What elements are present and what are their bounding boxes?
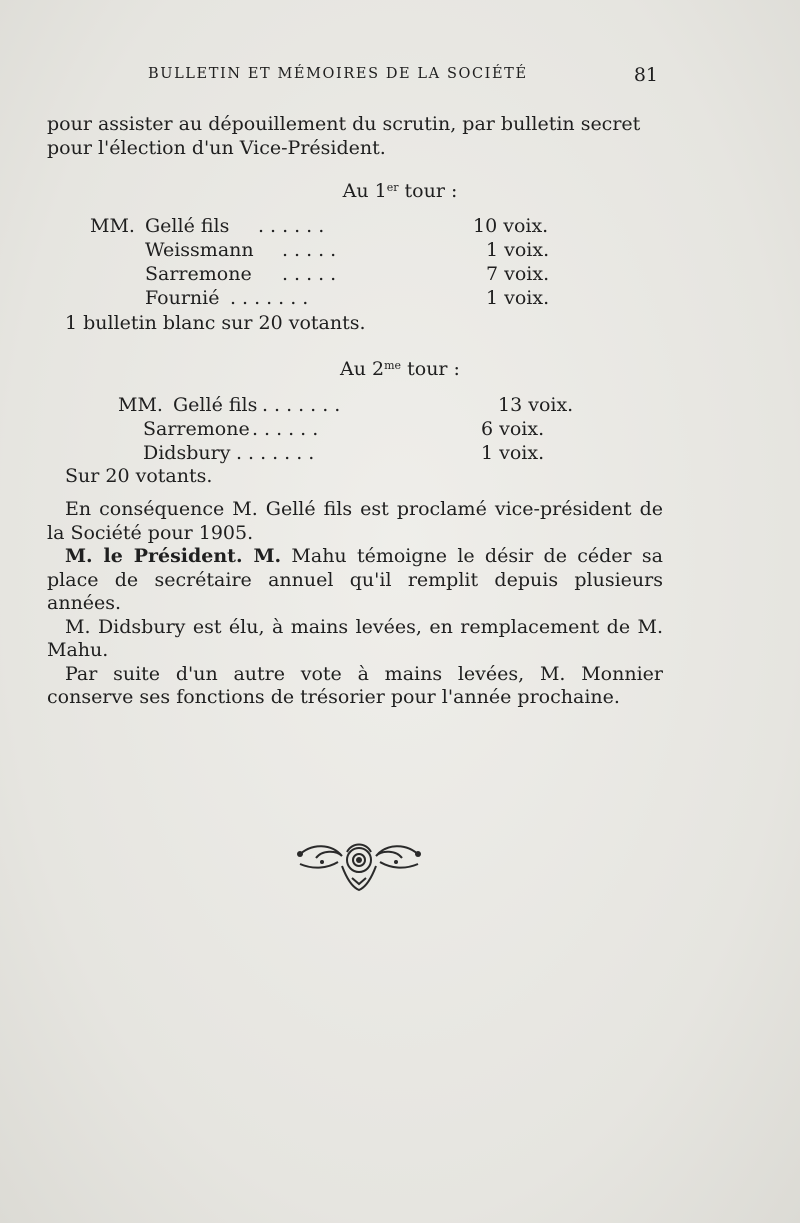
round2-row-votes: 13 voix.	[498, 394, 574, 416]
round2-heading: Au $2^{me}$ tour :	[340, 358, 460, 380]
paragraph-president: M. le Président. M. Mahu témoigne le désir de céder sa place de secrétaire annuel qu'il remplit depuis plusieurs années.	[47, 545, 663, 614]
body-text	[47, 498, 663, 710]
round2-row-votes: 1 voix.	[481, 442, 545, 464]
fleuron-ornament-icon	[292, 838, 426, 892]
round1-row-dots: .....	[282, 239, 343, 261]
round2-row-name: Didsbury	[143, 442, 231, 464]
round2-prefix: MM.	[118, 394, 163, 416]
round1-note: 1 bulletin blanc sur 20 votants.	[65, 312, 366, 334]
paragraph-treasurer: Par suite d'un autre vote à mains levées, M. Monnier conserve ses fonctions de trésorier pour l'année prochaine.	[47, 662, 663, 708]
round2-row-dots: ......	[252, 418, 325, 440]
page-number: 81	[633, 64, 658, 86]
round1-prefix: MM.	[90, 215, 135, 237]
round2-note: Sur 20 votants.	[65, 465, 213, 487]
round1-row-dots: .......	[230, 287, 315, 309]
round2-row-dots: .......	[262, 394, 347, 416]
round2-row-dots: .......	[236, 442, 321, 464]
paragraph-election: M. Didsbury est élu, à mains levées, en remplacement de M. Mahu.	[47, 615, 663, 661]
round1-row-name: Gellé fils	[145, 215, 230, 237]
round2-row-name: Gellé fils	[173, 394, 258, 416]
round1-heading: Au 1er tour :	[342, 180, 458, 202]
round1-row-dots: .....	[282, 263, 343, 285]
round2-row-votes: 6 voix.	[481, 418, 545, 440]
round1-row-votes: 1 voix.	[486, 239, 550, 261]
running-header	[148, 64, 658, 88]
round1-row-name: Sarremone	[145, 263, 252, 285]
round1-row-votes: 7 voix.	[486, 263, 550, 285]
round1-row-votes: 10 voix.	[473, 215, 549, 237]
round1-row-votes: 1 voix.	[486, 287, 550, 309]
intro-paragraph	[47, 113, 663, 160]
intro-line-1: pour assister au dépouillement du scrutin, par bulletin secret	[47, 113, 641, 135]
header-title: BULLETIN ET MÉMOIRES DE LA SOCIÉTÉ	[148, 66, 528, 82]
round1-row-name: Weissmann	[145, 239, 254, 261]
round1-row-dots: ......	[258, 215, 331, 237]
paragraph-proclamation: En conséquence M. Gellé fils est proclamé vice-président de la Société pour 1905.	[47, 498, 663, 544]
intro-line-2: pour l'élection d'un Vice-Président.	[47, 136, 386, 159]
round2-row-name: Sarremone	[143, 418, 250, 440]
round1-row-name: Fournié	[145, 287, 220, 309]
